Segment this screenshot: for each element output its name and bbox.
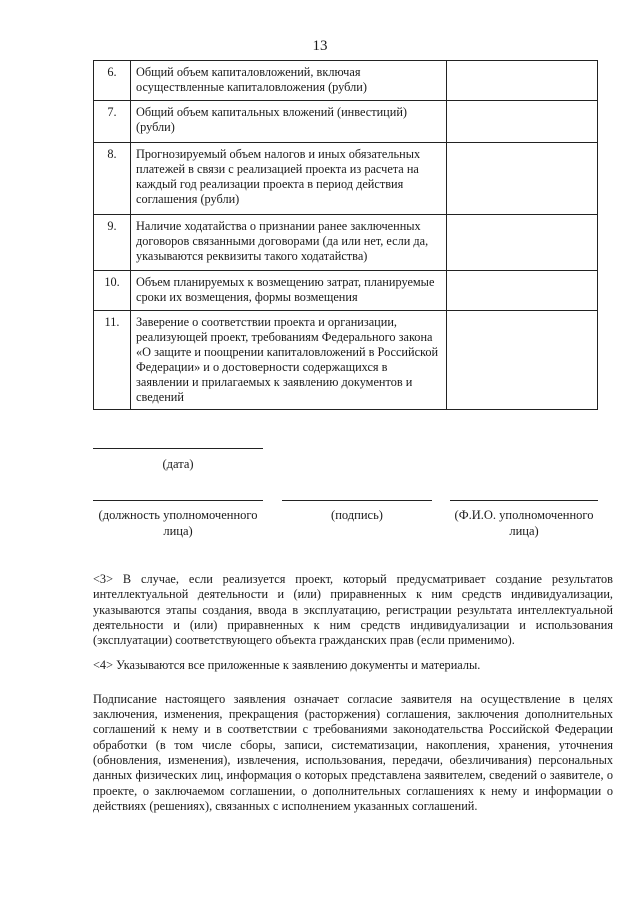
table-row: [94, 61, 598, 101]
row-value-cell[interactable]: [447, 215, 598, 271]
table-row: [94, 101, 598, 143]
row-description: Общий объем капиталовложений, включая осуществленные капиталовложения (рубли): [131, 61, 447, 101]
row-number: 6.: [94, 61, 131, 101]
page-number: 13: [312, 38, 328, 54]
row-number: 7.: [94, 101, 131, 143]
position-line[interactable]: [93, 500, 263, 501]
row-value-cell[interactable]: [447, 101, 598, 143]
row-number: 8.: [94, 143, 131, 215]
table-row: [94, 215, 598, 271]
row-description: Объем планируемых к возмещению затрат, планируемые сроки их возмещения, формы возмещения: [131, 271, 447, 311]
date-label: (дата): [162, 457, 194, 471]
footnotes-section: [93, 572, 613, 824]
row-description: Заверение о соответствии проекта и организации, реализующей проект, требованиям Федерального закона «О защите и поощрении капиталовложений в Российской Федерации» и о достоверности содержащихся в заявлении и прилагаемых к заявлению документов и сведений: [131, 311, 447, 410]
row-number: 10.: [94, 271, 131, 311]
fio-line[interactable]: [450, 500, 598, 501]
fio-label: (Ф.И.О. уполномоченного лица): [454, 508, 594, 538]
signature-line[interactable]: [282, 500, 432, 501]
application-table: [93, 60, 598, 410]
row-number: 9.: [94, 215, 131, 271]
footnote-4: <4> Указываются все приложенные к заявлению документы и материалы.: [93, 658, 481, 673]
footnote-3: <3> В случае, если реализуется проект, который предусматривает создание результатов интеллектуальной деятельности и (или) приравненных к ним средств индивидуализации, указываются этапы создания, ввода в эксплуатацию, регистрации результата интеллектуальной деятельности и (или) приравненных к ним средств индивидуализации и использования (эксплуатации) соответствующего объекта гражданских прав (если применимо).: [93, 572, 613, 648]
row-value-cell[interactable]: [447, 61, 598, 101]
row-description: Наличие ходатайства о признании ранее заключенных договоров связанными договорами (да или нет, если да, указываются реквизиты такого ходатайства): [131, 215, 447, 271]
row-value-cell[interactable]: [447, 271, 598, 311]
signature-label: (подпись): [331, 508, 383, 522]
table-row: [94, 311, 598, 410]
row-value-cell[interactable]: [447, 311, 598, 410]
row-number: 11.: [94, 311, 131, 410]
row-value-cell[interactable]: [447, 143, 598, 215]
row-description: Общий объем капитальных вложений (инвестиций) (рубли): [131, 101, 447, 143]
table-row: [94, 143, 598, 215]
date-line[interactable]: [93, 448, 263, 449]
position-label: (должность уполномоченного лица): [98, 508, 258, 538]
table-row: [94, 271, 598, 311]
consent-paragraph: Подписание настоящего заявления означает согласие заявителя на осуществление в целях заключения, изменения, прекращения (расторжения) соглашения, заключения дополнительных соглашений к нему и в соответствии с требованиями законодательства Российской Федерации обработки (в том числе сборы, записи, систематизации, накопления, хранения, уточнения (обновления, изменения), извлечения, использования, передачи, обезличивания) персональных данных физических лиц, информация о которых представлена заявителем, сведений о заявителе, о проекте, о заключаемом соглашении, о дополнительных соглашениях к нему и информации о действиях (решениях), связанных с исполнением указанных соглашений.: [93, 691, 613, 813]
row-description: Прогнозируемый объем налогов и иных обязательных платежей в связи с реализацией проекта из расчета на каждый год реализации проекта в период действия соглашения (рубли): [131, 143, 447, 215]
